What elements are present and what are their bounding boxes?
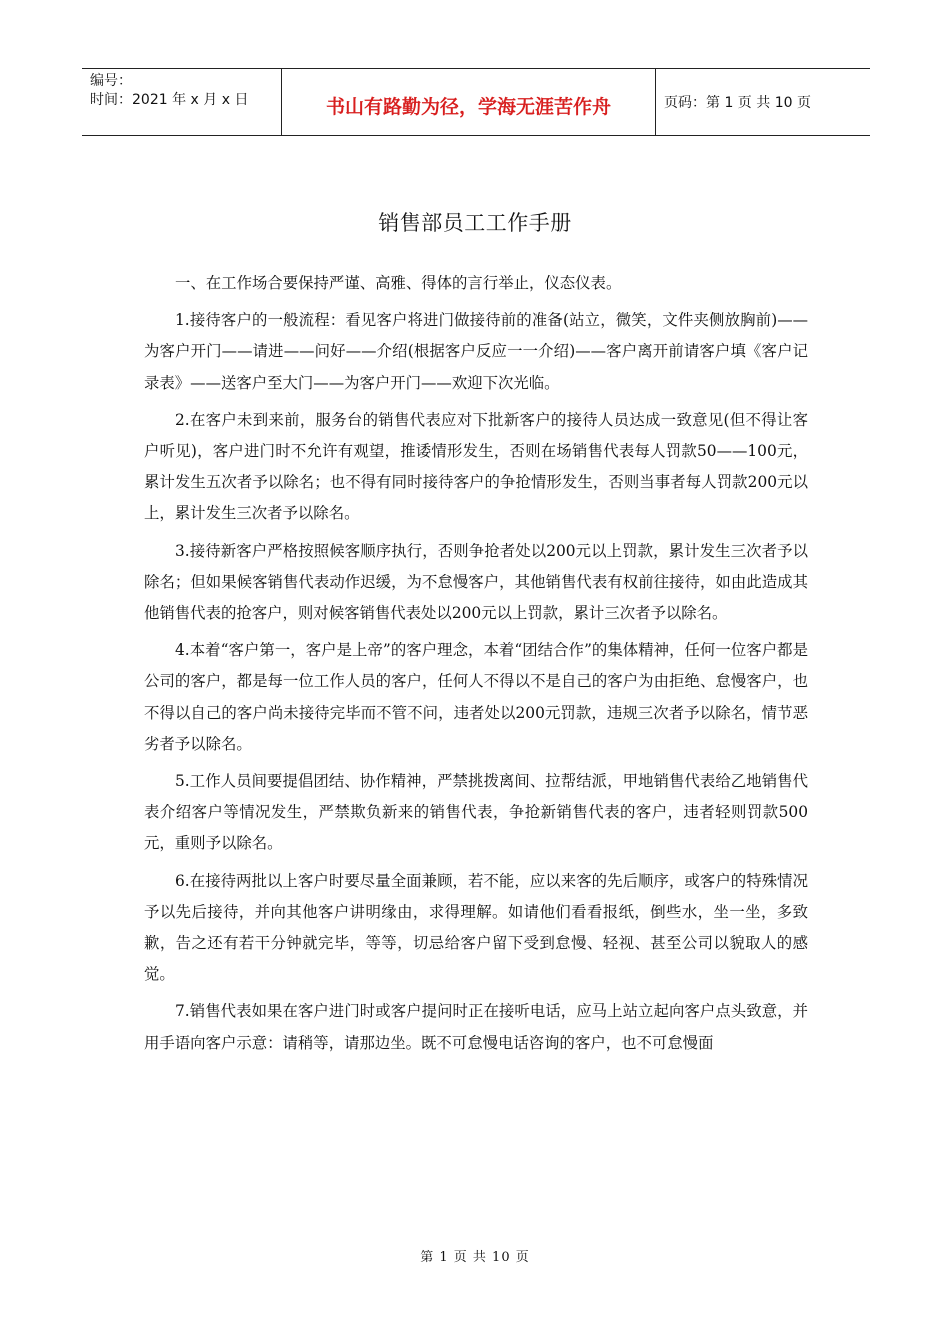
header-meta xyxy=(82,69,282,135)
document-header xyxy=(82,68,870,136)
paragraph-item-7: 7.销售代表如果在客户进门时或客户提问时正在接听电话，应马上站立起向客户点头致意，并用手语向客户示意：请稍等，请那边坐。既不可怠慢电话咨询的客户，也不可怠慢面 xyxy=(144,1002,808,1052)
paragraph-item-4: 4.本着“客户第一，客户是上帝”的客户理念，本着“团结合作”的集体精神，任何一位客户都是公司的客户，都是每一位工作人员的客户，任何人不得以不是自己的客户为由拒绝、怠慢客户，也不得以自己的客户尚未接待完毕而不管不问，违者处以200元罚款，违规三次者予以除名，情节恶劣者予以除名。 xyxy=(144,641,808,753)
page-footer: 第 1 页 共 10 页 xyxy=(420,1250,530,1265)
paragraph-item-2: 2.在客户未到来前，服务台的销售代表应对下批新客户的接待人员达成一致意见(但不得让客户听见)，客户进门时不允许有观望，推诿情形发生，否则在场销售代表每人罚款50——100元，累计发生五次者予以除名；也不得有同时接待客户的争抢情形发生，否则当事者每人罚款200元以上，累计发生三次者予以除名。 xyxy=(144,410,808,523)
paragraph-item-3: 3.接待新客户严格按照候客顺序执行，否则争抢者处以200元以上罚款，累计发生三次者予以除名；但如果候客销售代表动作迟缓，为不怠慢客户，其他销售代表有权前往接待，如由此造成其他销售代表的抢客户，则对候客销售代表处以200元以上罚款，累计三次者予以除名。 xyxy=(144,541,808,623)
date-label: 时间：2021 年 x 月 x 日 xyxy=(90,92,249,108)
paragraph-item-1: 1.接待客户的一般流程：看见客户将进门做接待前的准备(站立，微笑，文件夹侧放胸前)——为客户开门——请进——问好——介绍(根据客户反应一一介绍)——客户离开前请客户填《客户记录表》——送客户至大门——为客户开门——欢迎下次光临。 xyxy=(144,311,808,392)
document-title: 销售部员工工作手册 xyxy=(378,211,572,235)
document-body xyxy=(144,268,808,1065)
serial-number-label: 编号： xyxy=(90,73,132,89)
header-page-info: 页码：第 1 页 共 10 页 xyxy=(664,95,811,111)
paragraph-section-1: 一、在工作场合要保持严谨、高雅、得体的言行举止，仪态仪表。 xyxy=(175,274,622,292)
paragraph-item-6: 6.在接待两批以上客户时要尽量全面兼顾，若不能，应以来客的先后顺序，或客户的特殊情况予以先后接待，并向其他客户讲明缘由，求得理解。如请他们看看报纸，倒些水，坐一坐，多致歉，告之还有若干分钟就完毕，等等，切忌给客户留下受到怠慢、轻视、甚至公司以貌取人的感觉。 xyxy=(144,871,808,984)
header-motto: 书山有路勤为径，学海无涯苦作舟 xyxy=(282,69,656,135)
paragraph-item-5: 5.工作人员间要提倡团结、协作精神，严禁挑拨离间、拉帮结派，甲地销售代表给乙地销售代表介绍客户等情况发生，严禁欺负新来的销售代表，争抢新销售代表的客户，违者轻则罚款500元，重则予以除名。 xyxy=(144,772,808,853)
